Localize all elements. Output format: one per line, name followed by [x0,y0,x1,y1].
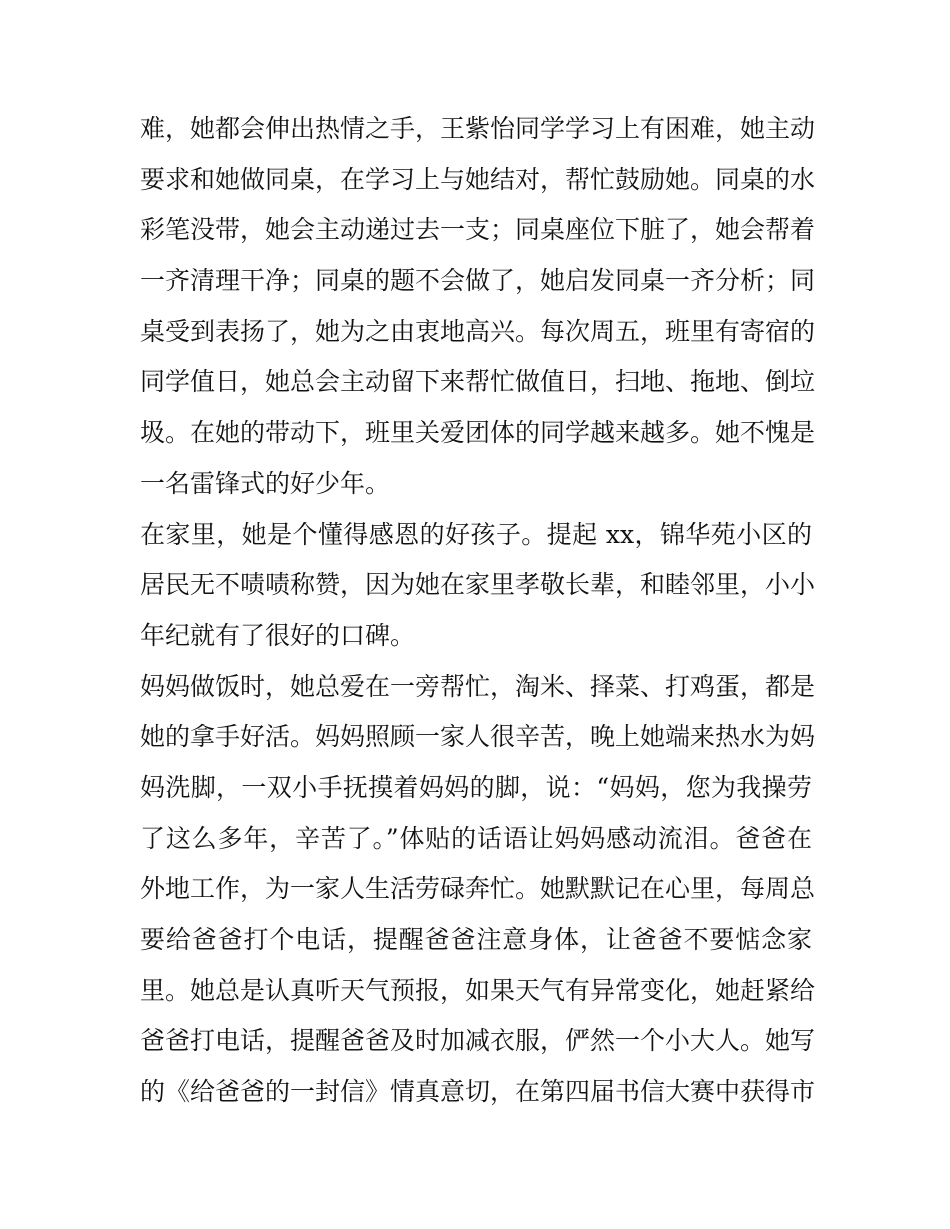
text-line: 她的拿手好活。妈妈照顾一家人很辛苦，晚上她端来热水为妈 [140,722,816,752]
text-line: 的《给爸爸的一封信》情真意切，在第四届书信大赛中获得市 [140,1077,816,1107]
text-line: 圾。在她的带动下，班里关爱团体的同学越来越多。她不愧是 [140,418,816,448]
text-line: 难，她都会伸出热情之手，王紫怡同学学习上有困难，她主动 [140,114,816,143]
text-line: 要求和她做同桌，在学习上与她结对，帮忙鼓励她。同桌的水 [140,164,816,194]
text-line: 在家里，她是个懂得感恩的好孩子。提起 xx，锦华苑小区的 [140,519,812,549]
text-line: 一名雷锋式的好少年。 [140,468,391,498]
text-line: 彩笔没带，她会主动递过去一支；同桌座位下脏了，她会帮着 [140,215,816,245]
text-line: 外地工作，为一家人生活劳碌奔忙。她默默记在心里，每周总 [140,874,816,904]
text-line: 妈洗脚，一双小手抚摸着妈妈的脚，说：“妈妈，您为我操劳 [140,772,812,802]
text-line: 同学值日，她总会主动留下来帮忙做值日，扫地、拖地、倒垃 [140,367,816,397]
text-line: 妈妈做饭时，她总爱在一旁帮忙，淘米、择菜、打鸡蛋，都是 [140,671,816,701]
text-line: 年纪就有了很好的口碑。 [140,620,416,650]
text-line: 居民无不啧啧称赞，因为她在家里孝敬长辈，和睦邻里，小小 [140,570,816,600]
document-body [140,104,816,1118]
text-line: 一齐清理干净；同桌的题不会做了，她启发同桌一齐分析；同 [140,266,816,296]
text-line: 爸爸打电话，提醒爸爸及时加减衣服，俨然一个小大人。她写 [140,1026,816,1056]
text-line: 里。她总是认真听天气预报，如果天气有异常变化，她赶紧给 [140,975,816,1005]
text-line: 要给爸爸打个电话，提醒爸爸注意身体，让爸爸不要惦念家 [140,925,812,954]
text-line: 了这么多年，辛苦了。”体贴的话语让妈妈感动流泪。爸爸在 [140,823,812,853]
text-line: 桌受到表扬了，她为之由衷地高兴。每次周五，班里有寄宿的 [140,316,816,346]
